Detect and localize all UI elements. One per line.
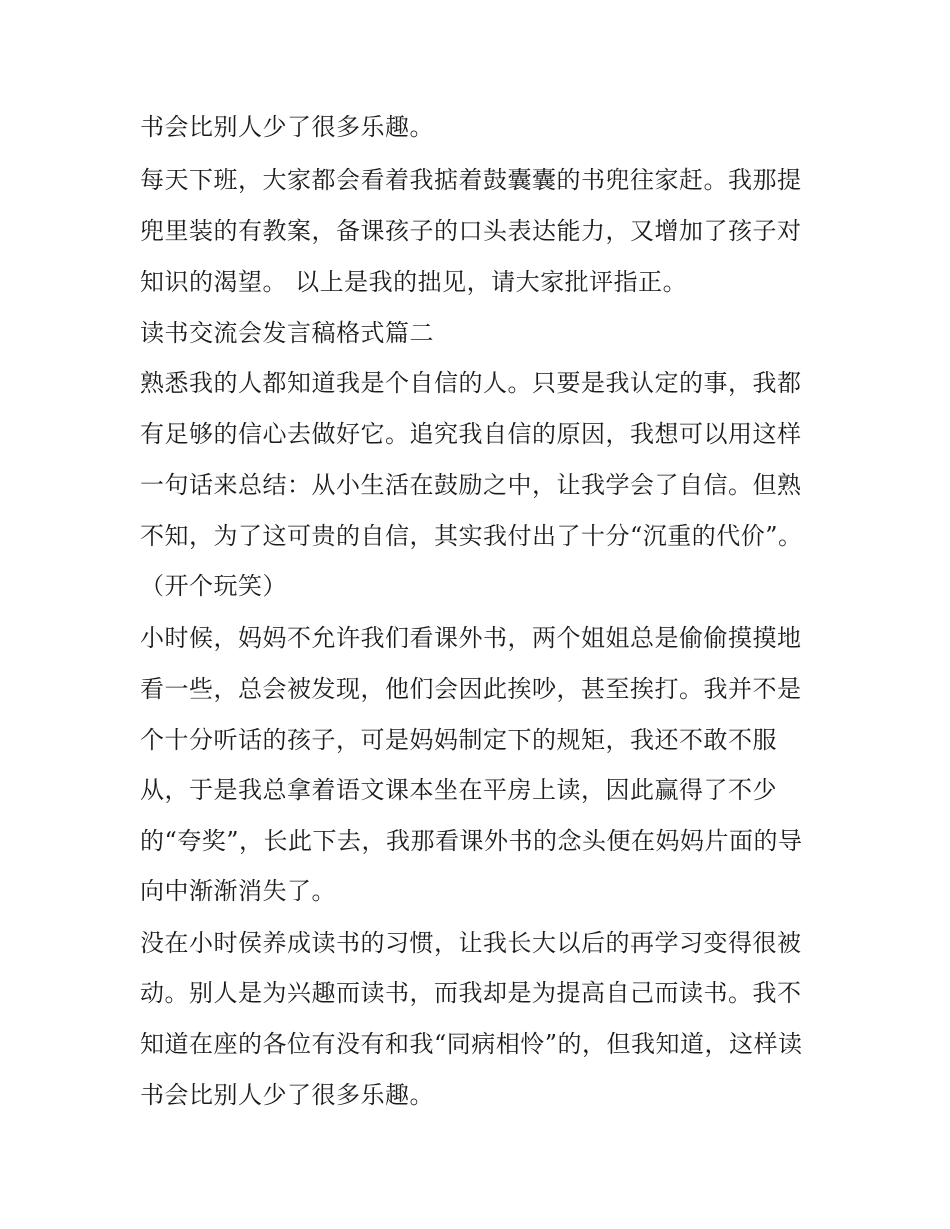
text-line: 没在小时侯养成读书的习惯，让我长大以后的再学习变得很被 bbox=[140, 929, 802, 957]
text-line: 向中渐渐消失了。 bbox=[140, 877, 336, 905]
text-line: 动。别人是为兴趣而读书，而我却是为提高自己而读书。我不 bbox=[140, 979, 802, 1007]
text-line: 每天下班，大家都会看着我掂着鼓囊囊的书兜往家赶。我那提 bbox=[140, 166, 802, 194]
text-line: 一句话来总结：从小生活在鼓励之中，让我学会了自信。但熟 bbox=[140, 471, 802, 499]
text-line: （开个玩笑） bbox=[140, 572, 287, 600]
text-line: 书会比别人少了很多乐趣。 bbox=[140, 1081, 434, 1109]
text-line: 知识的渴望。 以上是我的拙见，请大家批评指正。 bbox=[140, 268, 688, 296]
text-line: 有足够的信心去做好它。追究我自信的原因，我想可以用这样 bbox=[140, 420, 802, 448]
text-line: 从，于是我总拿着语文课本坐在平房上读，因此赢得了不少 bbox=[140, 776, 777, 804]
text-line: 个十分听话的孩子，可是妈妈制定下的规矩，我还不敢不服 bbox=[140, 726, 777, 754]
text-line: 看一些，总会被发现，他们会因此挨吵，甚至挨打。我并不是 bbox=[140, 675, 802, 703]
section-heading: 读书交流会发言稿格式篇二 bbox=[140, 319, 434, 347]
text-line: 书会比别人少了很多乐趣。 bbox=[140, 113, 434, 141]
text-line: 的“夸奖”，长此下去，我那看课外书的念头便在妈妈片面的导 bbox=[140, 827, 803, 855]
text-line: 小时候，妈妈不允许我们看课外书，两个姐姐总是偷偷摸摸地 bbox=[140, 624, 802, 652]
text-line: 知道在座的各位有没有和我“同病相怜”的，但我知道，这样读 bbox=[140, 1030, 803, 1058]
text-line: 兜里装的有教案，备课孩子的口头表达能力，又增加了孩子对 bbox=[140, 217, 802, 245]
text-line: 熟悉我的人都知道我是个自信的人。只要是我认定的事，我都 bbox=[140, 369, 802, 397]
text-line: 不知，为了这可贵的自信，其实我付出了十分“沉重的代价”。 bbox=[140, 522, 803, 550]
